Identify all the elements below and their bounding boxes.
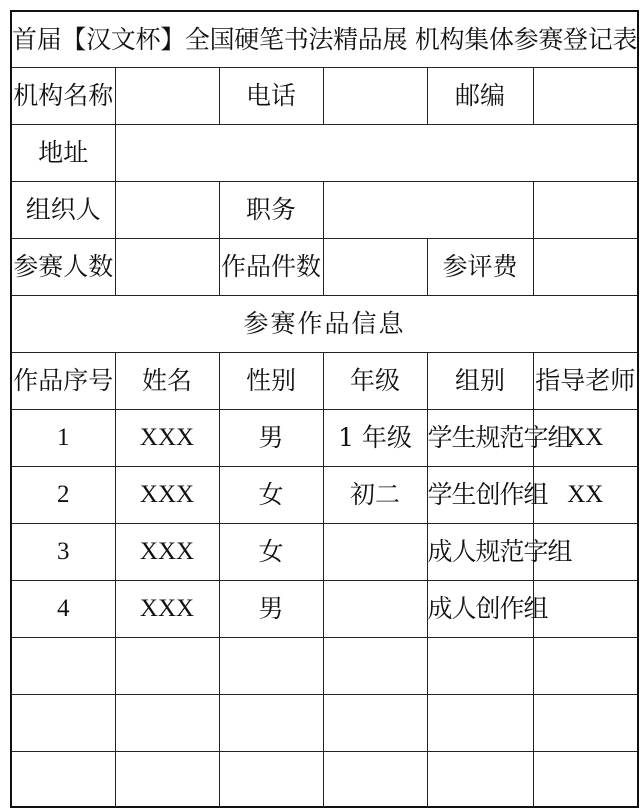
form-title: 首届【汉文杯】全国硬笔书法精品展 机构集体参赛登记表 [11, 11, 638, 67]
work-number-cell[interactable]: 4 [11, 580, 115, 637]
grade-cell[interactable] [323, 580, 427, 637]
column-header: 姓名 [115, 352, 219, 409]
position-field[interactable] [323, 181, 533, 238]
column-header: 年级 [323, 352, 427, 409]
table-row [11, 580, 638, 637]
gender-cell[interactable] [219, 694, 323, 751]
group-cell[interactable] [427, 637, 533, 694]
table-row [11, 409, 638, 466]
table-row [11, 523, 638, 580]
postcode-field[interactable] [533, 67, 638, 124]
work-number-cell[interactable] [11, 694, 115, 751]
name-cell[interactable] [115, 694, 219, 751]
name-cell[interactable]: XXX [115, 466, 219, 523]
work-number-cell[interactable]: 1 [11, 409, 115, 466]
column-header: 指导老师 [533, 352, 638, 409]
column-header: 组别 [427, 352, 533, 409]
grade-cell[interactable]: 1 年级 [323, 409, 427, 466]
table-row [11, 466, 638, 523]
work-number-cell[interactable]: 3 [11, 523, 115, 580]
teacher-cell[interactable] [533, 637, 638, 694]
work-number-cell[interactable] [11, 751, 115, 807]
grade-cell[interactable] [323, 637, 427, 694]
address-label: 地址 [11, 124, 115, 181]
teacher-cell[interactable]: XX [533, 466, 638, 523]
name-cell[interactable]: XXX [115, 523, 219, 580]
group-cell[interactable] [427, 694, 533, 751]
teacher-cell[interactable] [533, 580, 638, 637]
table-row [11, 637, 638, 694]
info-row-2 [11, 124, 638, 181]
name-cell[interactable]: XXX [115, 580, 219, 637]
section-title: 参赛作品信息 [11, 295, 638, 352]
org-name-field[interactable] [115, 67, 219, 124]
grade-cell[interactable] [323, 751, 427, 807]
title-row [11, 11, 638, 67]
work-number-cell[interactable] [11, 637, 115, 694]
info-row-1 [11, 67, 638, 124]
name-cell[interactable] [115, 637, 219, 694]
position-label: 职务 [219, 181, 323, 238]
gender-cell[interactable]: 男 [219, 580, 323, 637]
gender-cell[interactable] [219, 637, 323, 694]
table-row [11, 751, 638, 807]
group-cell[interactable] [427, 751, 533, 807]
name-cell[interactable]: XXX [115, 409, 219, 466]
table-row [11, 694, 638, 751]
grade-cell[interactable]: 初二 [323, 466, 427, 523]
column-header: 作品序号 [11, 352, 115, 409]
name-cell[interactable] [115, 751, 219, 807]
teacher-cell[interactable] [533, 694, 638, 751]
fee-label: 参评费 [427, 238, 533, 295]
group-cell[interactable]: 成人规范字组 [427, 523, 533, 580]
group-cell[interactable]: 学生创作组 [427, 466, 533, 523]
group-cell[interactable]: 学生规范字组 [427, 409, 533, 466]
teacher-cell[interactable]: XX [533, 409, 638, 466]
phone-field[interactable] [323, 67, 427, 124]
column-header-row [11, 352, 638, 409]
participants-field[interactable] [115, 238, 219, 295]
phone-label: 电话 [219, 67, 323, 124]
group-cell[interactable]: 成人创作组 [427, 580, 533, 637]
teacher-cell[interactable] [533, 751, 638, 807]
participants-label: 参赛人数 [11, 238, 115, 295]
gender-cell[interactable]: 女 [219, 523, 323, 580]
gender-cell[interactable]: 男 [219, 409, 323, 466]
info-row-4 [11, 238, 638, 295]
info-row-3 [11, 181, 638, 238]
blank-cell [533, 181, 638, 238]
gender-cell[interactable]: 女 [219, 466, 323, 523]
works-count-label: 作品件数 [219, 238, 323, 295]
organizer-label: 组织人 [11, 181, 115, 238]
organizer-field[interactable] [115, 181, 219, 238]
postcode-label: 邮编 [427, 67, 533, 124]
gender-cell[interactable] [219, 751, 323, 807]
section-row [11, 295, 638, 352]
work-number-cell[interactable]: 2 [11, 466, 115, 523]
works-count-field[interactable] [323, 238, 427, 295]
grade-cell[interactable] [323, 523, 427, 580]
registration-form-table [10, 10, 639, 808]
column-header: 性别 [219, 352, 323, 409]
grade-cell[interactable] [323, 694, 427, 751]
fee-field[interactable] [533, 238, 638, 295]
address-field[interactable] [115, 124, 638, 181]
org-name-label: 机构名称 [11, 67, 115, 124]
